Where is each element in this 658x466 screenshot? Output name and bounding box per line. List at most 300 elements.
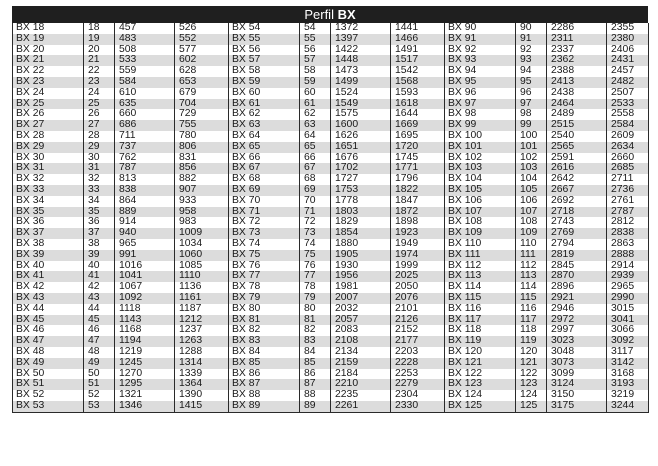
profile-name-cell: BX 88 (229, 390, 300, 401)
table-title (12, 6, 648, 23)
table-row (13, 99, 649, 110)
table-row (13, 239, 649, 250)
size-code-cell: 98 (516, 109, 547, 120)
dimension-a-cell: 635 (115, 99, 175, 110)
dimension-a-cell: 3048 (547, 347, 607, 358)
dimension-a-cell: 1321 (115, 390, 175, 401)
dimension-a-cell: 533 (115, 55, 175, 66)
profile-name-cell: BX 68 (229, 174, 300, 185)
dimension-a-cell: 1676 (331, 153, 391, 164)
dimension-b-cell: 983 (175, 217, 229, 228)
profile-name-cell: BX 125 (445, 401, 516, 412)
dimension-a-cell: 3073 (547, 358, 607, 369)
profile-name-cell: BX 41 (13, 271, 84, 282)
dimension-b-cell: 1466 (391, 34, 445, 45)
profile-name-cell: BX 117 (445, 315, 516, 326)
profile-name-cell: BX 60 (229, 88, 300, 99)
table-row (13, 347, 649, 358)
dimension-a-cell: 2591 (547, 153, 607, 164)
dimension-b-cell: 1085 (175, 261, 229, 272)
profile-name-cell: BX 22 (13, 66, 84, 77)
table-row (13, 228, 649, 239)
table-row (13, 358, 649, 369)
size-code-cell: 78 (300, 282, 331, 293)
table-body (13, 23, 649, 412)
profile-name-cell: BX 113 (445, 271, 516, 282)
dimension-a-cell: 1905 (331, 250, 391, 261)
size-code-cell: 106 (516, 196, 547, 207)
profile-name-cell: BX 108 (445, 217, 516, 228)
dimension-a-cell: 1422 (331, 45, 391, 56)
dimension-b-cell: 1517 (391, 55, 445, 66)
size-code-cell: 97 (516, 99, 547, 110)
profile-name-cell: BX 33 (13, 185, 84, 196)
profile-name-cell: BX 99 (445, 120, 516, 131)
dimension-b-cell: 3244 (607, 401, 649, 412)
size-code-cell: 86 (300, 369, 331, 380)
size-code-cell: 96 (516, 88, 547, 99)
size-code-cell: 87 (300, 379, 331, 390)
size-code-cell: 35 (84, 207, 115, 218)
dimension-b-cell: 3015 (607, 304, 649, 315)
dimension-b-cell: 2152 (391, 325, 445, 336)
profile-name-cell: BX 29 (13, 142, 84, 153)
profile-name-cell: BX 48 (13, 347, 84, 358)
profile-name-cell: BX 87 (229, 379, 300, 390)
dimension-b-cell: 882 (175, 174, 229, 185)
size-code-cell: 22 (84, 66, 115, 77)
dimension-a-cell: 2769 (547, 228, 607, 239)
dimension-a-cell: 2007 (331, 293, 391, 304)
dimension-a-cell: 1270 (115, 369, 175, 380)
size-code-cell: 73 (300, 228, 331, 239)
dimension-b-cell: 729 (175, 109, 229, 120)
size-code-cell: 120 (516, 347, 547, 358)
profile-name-cell: BX 21 (13, 55, 84, 66)
size-code-cell: 71 (300, 207, 331, 218)
dimension-b-cell: 1212 (175, 315, 229, 326)
profile-name-cell: BX 24 (13, 88, 84, 99)
dimension-a-cell: 508 (115, 45, 175, 56)
dimension-a-cell: 1168 (115, 325, 175, 336)
dimension-b-cell: 1339 (175, 369, 229, 380)
dimension-a-cell: 1245 (115, 358, 175, 369)
dimension-a-cell: 2794 (547, 239, 607, 250)
dimension-a-cell: 1549 (331, 99, 391, 110)
dimension-b-cell: 704 (175, 99, 229, 110)
dimension-a-cell: 991 (115, 250, 175, 261)
dimension-a-cell: 2337 (547, 45, 607, 56)
dimension-b-cell: 1237 (175, 325, 229, 336)
dimension-b-cell: 2050 (391, 282, 445, 293)
profile-name-cell: BX 124 (445, 390, 516, 401)
dimension-a-cell: 610 (115, 88, 175, 99)
dimension-b-cell: 1695 (391, 131, 445, 142)
dimension-a-cell: 1016 (115, 261, 175, 272)
dimension-a-cell: 2489 (547, 109, 607, 120)
profile-name-cell: BX 116 (445, 304, 516, 315)
dimension-a-cell: 1499 (331, 77, 391, 88)
dimension-a-cell: 711 (115, 131, 175, 142)
table-row (13, 131, 649, 142)
dimension-b-cell: 602 (175, 55, 229, 66)
dimension-a-cell: 737 (115, 142, 175, 153)
profile-name-cell: BX 61 (229, 99, 300, 110)
dimension-b-cell: 3142 (607, 358, 649, 369)
table-row (13, 271, 649, 282)
dimension-b-cell: 2660 (607, 153, 649, 164)
dimension-b-cell: 3041 (607, 315, 649, 326)
profile-name-cell: BX 45 (13, 315, 84, 326)
size-code-cell: 19 (84, 34, 115, 45)
dimension-b-cell: 2838 (607, 228, 649, 239)
dimension-b-cell: 1161 (175, 293, 229, 304)
dimension-a-cell: 2235 (331, 390, 391, 401)
size-code-cell: 60 (300, 88, 331, 99)
profile-name-cell: BX 67 (229, 163, 300, 174)
dimension-b-cell: 806 (175, 142, 229, 153)
profile-name-cell: BX 70 (229, 196, 300, 207)
dimension-a-cell: 686 (115, 120, 175, 131)
size-code-cell: 38 (84, 239, 115, 250)
size-code-cell: 50 (84, 369, 115, 380)
size-code-cell: 55 (300, 34, 331, 45)
profile-name-cell: BX 27 (13, 120, 84, 131)
dimension-a-cell: 2362 (547, 55, 607, 66)
dimension-b-cell: 1390 (175, 390, 229, 401)
dimension-a-cell: 2819 (547, 250, 607, 261)
size-code-cell: 82 (300, 325, 331, 336)
size-code-cell: 67 (300, 163, 331, 174)
dimension-b-cell: 1364 (175, 379, 229, 390)
dimension-a-cell: 2616 (547, 163, 607, 174)
dimension-b-cell: 907 (175, 185, 229, 196)
dimension-a-cell: 2946 (547, 304, 607, 315)
profile-name-cell: BX 106 (445, 196, 516, 207)
table-row (13, 325, 649, 336)
dimension-b-cell: 2634 (607, 142, 649, 153)
profile-name-cell: BX 66 (229, 153, 300, 164)
profile-name-cell: BX 63 (229, 120, 300, 131)
dimension-b-cell: 1593 (391, 88, 445, 99)
dimension-b-cell: 2330 (391, 401, 445, 412)
profile-name-cell: BX 120 (445, 347, 516, 358)
table-row (13, 207, 649, 218)
dimension-b-cell: 2177 (391, 336, 445, 347)
profile-name-cell: BX 19 (13, 34, 84, 45)
profile-name-cell: BX 92 (445, 45, 516, 56)
profile-name-cell: BX 105 (445, 185, 516, 196)
profile-name-cell: BX 51 (13, 379, 84, 390)
dimension-a-cell: 2464 (547, 99, 607, 110)
size-code-cell: 28 (84, 131, 115, 142)
dimension-a-cell: 2718 (547, 207, 607, 218)
size-code-cell: 108 (516, 217, 547, 228)
table-row (13, 23, 649, 34)
table-title-prefix: Perfil (304, 7, 334, 22)
profile-name-cell: BX 73 (229, 228, 300, 239)
profile-name-cell: BX 102 (445, 153, 516, 164)
table-row (13, 261, 649, 272)
dimension-a-cell: 762 (115, 153, 175, 164)
dimension-a-cell: 889 (115, 207, 175, 218)
dimension-b-cell: 2533 (607, 99, 649, 110)
dimension-b-cell: 2253 (391, 369, 445, 380)
profile-name-cell: BX 42 (13, 282, 84, 293)
dimension-b-cell: 577 (175, 45, 229, 56)
size-code-cell: 74 (300, 239, 331, 250)
dimension-a-cell: 1575 (331, 109, 391, 120)
size-code-cell: 123 (516, 379, 547, 390)
size-code-cell: 46 (84, 325, 115, 336)
dimension-b-cell: 856 (175, 163, 229, 174)
size-code-cell: 110 (516, 239, 547, 250)
table-row (13, 120, 649, 131)
table-row (13, 401, 649, 412)
dimension-a-cell: 1956 (331, 271, 391, 282)
table-row (13, 293, 649, 304)
dimension-b-cell: 2126 (391, 315, 445, 326)
profile-name-cell: BX 44 (13, 304, 84, 315)
table-row (13, 45, 649, 56)
dimension-b-cell: 2914 (607, 261, 649, 272)
profile-name-cell: BX 104 (445, 174, 516, 185)
profile-name-cell: BX 39 (13, 250, 84, 261)
dimension-b-cell: 2457 (607, 66, 649, 77)
dimension-a-cell: 2032 (331, 304, 391, 315)
dimension-b-cell: 2761 (607, 196, 649, 207)
profile-name-cell: BX 72 (229, 217, 300, 228)
table-row (13, 77, 649, 88)
dimension-a-cell: 2921 (547, 293, 607, 304)
size-code-cell: 104 (516, 174, 547, 185)
dimension-a-cell: 3175 (547, 401, 607, 412)
dimension-b-cell: 3168 (607, 369, 649, 380)
profile-name-cell: BX 74 (229, 239, 300, 250)
profile-name-cell: BX 86 (229, 369, 300, 380)
profile-name-cell: BX 58 (229, 66, 300, 77)
profile-name-cell: BX 18 (13, 23, 84, 34)
profile-name-cell: BX 107 (445, 207, 516, 218)
dimension-b-cell: 1949 (391, 239, 445, 250)
profile-name-cell: BX 49 (13, 358, 84, 369)
dimension-b-cell: 2812 (607, 217, 649, 228)
dimension-a-cell: 2210 (331, 379, 391, 390)
dimension-b-cell: 1771 (391, 163, 445, 174)
profile-name-cell: BX 77 (229, 271, 300, 282)
dimension-a-cell: 2642 (547, 174, 607, 185)
profile-name-cell: BX 85 (229, 358, 300, 369)
profile-name-cell: BX 54 (229, 23, 300, 34)
dimension-a-cell: 2845 (547, 261, 607, 272)
size-code-cell: 45 (84, 315, 115, 326)
dimension-a-cell: 1295 (115, 379, 175, 390)
size-code-cell: 51 (84, 379, 115, 390)
dimension-a-cell: 838 (115, 185, 175, 196)
size-code-cell: 100 (516, 131, 547, 142)
size-code-cell: 88 (300, 390, 331, 401)
size-code-cell: 41 (84, 271, 115, 282)
profile-name-cell: BX 110 (445, 239, 516, 250)
profile-name-cell: BX 46 (13, 325, 84, 336)
profile-name-cell: BX 90 (445, 23, 516, 34)
dimension-b-cell: 2228 (391, 358, 445, 369)
profile-name-cell: BX 34 (13, 196, 84, 207)
profile-name-cell: BX 78 (229, 282, 300, 293)
dimension-a-cell: 1829 (331, 217, 391, 228)
size-code-cell: 117 (516, 315, 547, 326)
size-code-cell: 114 (516, 282, 547, 293)
size-code-cell: 79 (300, 293, 331, 304)
dimension-b-cell: 2711 (607, 174, 649, 185)
dimension-a-cell: 1067 (115, 282, 175, 293)
dimension-b-cell: 3193 (607, 379, 649, 390)
size-code-cell: 101 (516, 142, 547, 153)
size-code-cell: 47 (84, 336, 115, 347)
dimension-b-cell: 755 (175, 120, 229, 131)
size-code-cell: 92 (516, 45, 547, 56)
size-code-cell: 115 (516, 293, 547, 304)
dimension-a-cell: 2997 (547, 325, 607, 336)
dimension-a-cell: 1346 (115, 401, 175, 412)
dimension-a-cell: 1930 (331, 261, 391, 272)
dimension-a-cell: 3150 (547, 390, 607, 401)
dimension-b-cell: 1745 (391, 153, 445, 164)
dimension-b-cell: 552 (175, 34, 229, 45)
profile-name-cell: BX 98 (445, 109, 516, 120)
profile-name-cell: BX 62 (229, 109, 300, 120)
dimension-a-cell: 2896 (547, 282, 607, 293)
dimension-a-cell: 584 (115, 77, 175, 88)
dimension-b-cell: 1034 (175, 239, 229, 250)
size-code-cell: 39 (84, 250, 115, 261)
dimension-b-cell: 3219 (607, 390, 649, 401)
dimension-a-cell: 1473 (331, 66, 391, 77)
dimension-b-cell: 3066 (607, 325, 649, 336)
table-row (13, 142, 649, 153)
size-code-cell: 30 (84, 153, 115, 164)
profile-name-cell: BX 65 (229, 142, 300, 153)
dimension-a-cell: 1727 (331, 174, 391, 185)
dimension-a-cell: 559 (115, 66, 175, 77)
size-code-cell: 121 (516, 358, 547, 369)
dimension-a-cell: 914 (115, 217, 175, 228)
dimension-a-cell: 1524 (331, 88, 391, 99)
dimension-b-cell: 1136 (175, 282, 229, 293)
size-code-cell: 33 (84, 185, 115, 196)
dimension-a-cell: 1981 (331, 282, 391, 293)
dimension-b-cell: 1288 (175, 347, 229, 358)
profile-name-cell: BX 75 (229, 250, 300, 261)
dimension-b-cell: 2431 (607, 55, 649, 66)
dimension-b-cell: 2025 (391, 271, 445, 282)
dimension-b-cell: 958 (175, 207, 229, 218)
size-code-cell: 85 (300, 358, 331, 369)
profile-name-cell: BX 91 (445, 34, 516, 45)
profile-name-cell: BX 81 (229, 315, 300, 326)
profile-name-cell: BX 80 (229, 304, 300, 315)
dimension-a-cell: 1880 (331, 239, 391, 250)
dimension-a-cell: 787 (115, 163, 175, 174)
size-code-cell: 29 (84, 142, 115, 153)
dimension-a-cell: 940 (115, 228, 175, 239)
profile-name-cell: BX 30 (13, 153, 84, 164)
dimension-a-cell: 2565 (547, 142, 607, 153)
table-row (13, 369, 649, 380)
size-code-cell: 64 (300, 131, 331, 142)
profile-name-cell: BX 95 (445, 77, 516, 88)
size-code-cell: 109 (516, 228, 547, 239)
table-row (13, 174, 649, 185)
profile-name-cell: BX 76 (229, 261, 300, 272)
profile-name-cell: BX 123 (445, 379, 516, 390)
dimension-b-cell: 653 (175, 77, 229, 88)
dimension-b-cell: 1999 (391, 261, 445, 272)
dimension-a-cell: 2083 (331, 325, 391, 336)
size-code-cell: 36 (84, 217, 115, 228)
size-code-cell: 69 (300, 185, 331, 196)
dimension-b-cell: 2685 (607, 163, 649, 174)
dimension-a-cell: 457 (115, 23, 175, 34)
profile-name-cell: BX 23 (13, 77, 84, 88)
table-title-bold: BX (337, 7, 356, 22)
dimension-a-cell: 2692 (547, 196, 607, 207)
dimension-b-cell: 628 (175, 66, 229, 77)
dimension-a-cell: 2286 (547, 23, 607, 34)
dimension-b-cell: 1644 (391, 109, 445, 120)
profile-name-cell: BX 38 (13, 239, 84, 250)
table-row (13, 282, 649, 293)
profile-name-cell: BX 115 (445, 293, 516, 304)
dimension-a-cell: 1448 (331, 55, 391, 66)
size-code-cell: 24 (84, 88, 115, 99)
size-code-cell: 40 (84, 261, 115, 272)
dimension-a-cell: 1092 (115, 293, 175, 304)
size-code-cell: 26 (84, 109, 115, 120)
profile-name-cell: BX 111 (445, 250, 516, 261)
dimension-b-cell: 1542 (391, 66, 445, 77)
profile-name-cell: BX 25 (13, 99, 84, 110)
profile-name-cell: BX 100 (445, 131, 516, 142)
table-row (13, 109, 649, 120)
profile-name-cell: BX 26 (13, 109, 84, 120)
size-code-cell: 95 (516, 77, 547, 88)
size-code-cell: 119 (516, 336, 547, 347)
dimension-b-cell: 1872 (391, 207, 445, 218)
profile-table (12, 23, 649, 413)
dimension-b-cell: 3092 (607, 336, 649, 347)
dimension-b-cell: 2406 (607, 45, 649, 56)
dimension-b-cell: 1669 (391, 120, 445, 131)
size-code-cell: 57 (300, 55, 331, 66)
size-code-cell: 23 (84, 77, 115, 88)
profile-name-cell: BX 121 (445, 358, 516, 369)
profile-name-cell: BX 93 (445, 55, 516, 66)
size-code-cell: 93 (516, 55, 547, 66)
dimension-b-cell: 3117 (607, 347, 649, 358)
dimension-b-cell: 2888 (607, 250, 649, 261)
profile-name-cell: BX 83 (229, 336, 300, 347)
dimension-b-cell: 1110 (175, 271, 229, 282)
profile-name-cell: BX 32 (13, 174, 84, 185)
dimension-a-cell: 1626 (331, 131, 391, 142)
dimension-b-cell: 1187 (175, 304, 229, 315)
dimension-b-cell: 933 (175, 196, 229, 207)
dimension-b-cell: 1060 (175, 250, 229, 261)
profile-name-cell: BX 28 (13, 131, 84, 142)
dimension-a-cell: 1118 (115, 304, 175, 315)
profile-name-cell: BX 109 (445, 228, 516, 239)
